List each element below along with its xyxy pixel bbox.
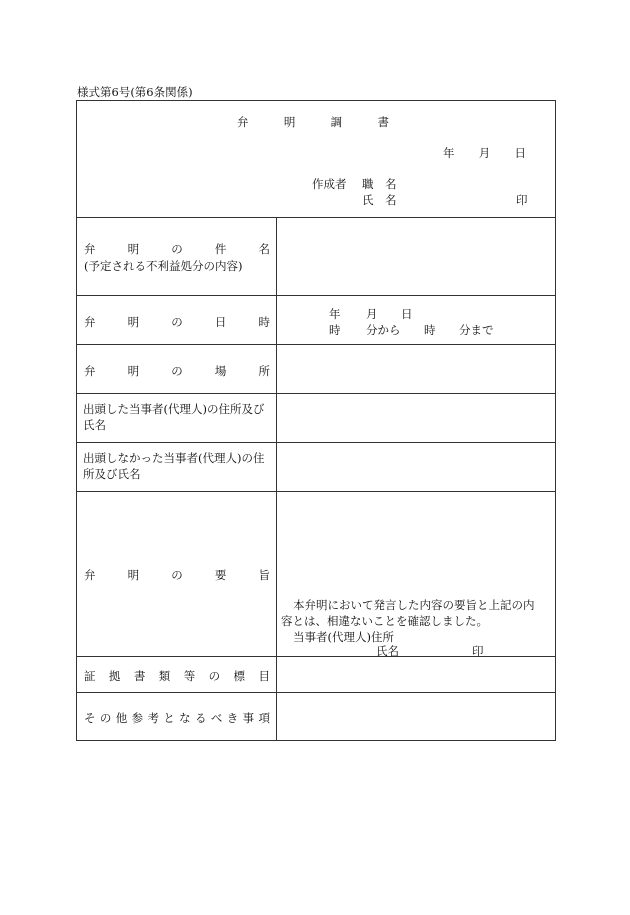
divider: [77, 393, 555, 394]
author-name-label: 氏 名: [362, 193, 397, 207]
datetime-day: 日: [401, 307, 413, 321]
evidence-label: 証 拠 書 類 等 の 標 目: [84, 669, 270, 683]
creation-date: 年 月 日: [443, 146, 526, 160]
form-title: 弁 明 調 書: [237, 115, 389, 129]
datetime-hour-from: 時: [329, 323, 341, 337]
subject-label: 弁 明 の 件 名: [84, 242, 270, 256]
author-label: 作成者: [312, 177, 347, 191]
author-seal: 印: [516, 193, 528, 207]
subject-sub-label: (予定される不利益処分の内容): [84, 259, 243, 273]
party-seal: 印: [472, 644, 484, 658]
divider: [77, 442, 555, 443]
datetime-minute-from: 分から: [366, 323, 401, 337]
divider: [77, 295, 555, 296]
position-label: 職 名: [362, 177, 397, 191]
place-label: 弁 明 の 場 所: [84, 364, 270, 378]
form-number-label: 様式第6号(第6条関係): [77, 85, 193, 99]
datetime-year: 年: [329, 307, 341, 321]
absent-party-label: 出頭しなかった当事者(代理人)の住所及び氏名: [83, 451, 265, 481]
other-matters-label: そ の 他 参 考 と な る べ き 事 項: [84, 711, 270, 725]
divider: [77, 692, 555, 693]
party-name-label: 氏名: [376, 644, 399, 658]
confirmation-text-line1: 本弁明において発言した内容の要旨と上記の内: [293, 598, 535, 612]
attended-party-label: 出頭した当事者(代理人)の住所及び氏名: [83, 402, 265, 432]
column-divider: [276, 217, 277, 740]
divider: [77, 491, 555, 492]
datetime-minute-to: 分まで: [459, 323, 494, 337]
datetime-label: 弁 明 の 日 時: [84, 315, 270, 329]
divider: [77, 344, 555, 345]
summary-label: 弁 明 の 要 旨: [84, 568, 270, 582]
datetime-hour-to: 時: [424, 323, 436, 337]
party-address-label: 当事者(代理人)住所: [293, 630, 394, 644]
confirmation-text-line2: 容とは、相違ないことを確認しました。: [281, 614, 488, 628]
datetime-month: 月: [366, 307, 378, 321]
statement-record-form: [76, 100, 556, 741]
divider: [77, 217, 555, 218]
